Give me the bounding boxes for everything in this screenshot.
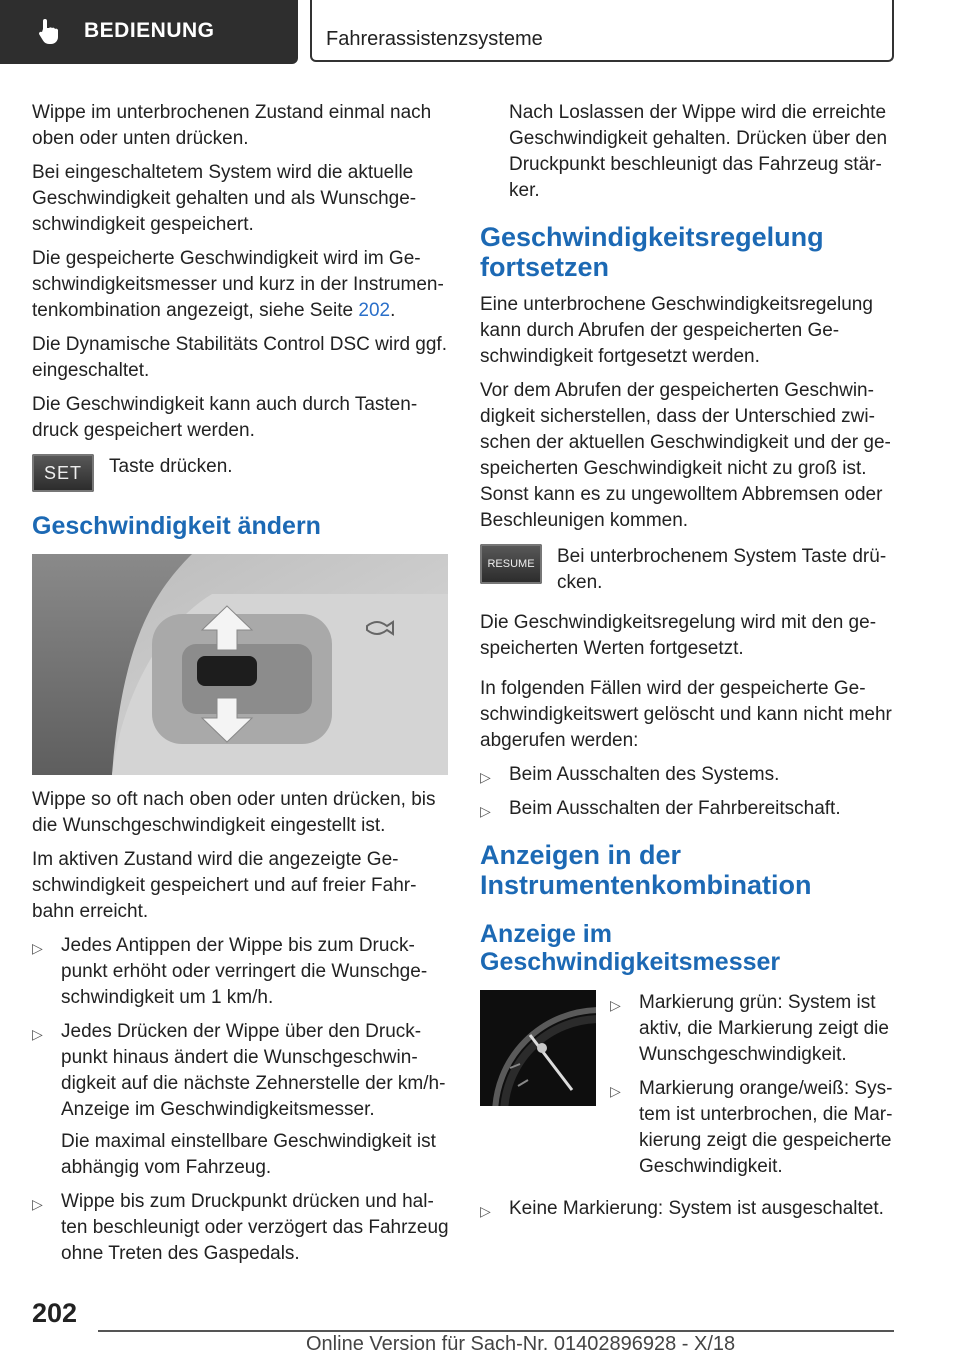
triangle-bullet-icon: ▷ xyxy=(480,1203,491,1219)
chapter-box xyxy=(310,0,894,62)
heading-gauge: Anzeige im Geschwindigkeitsmesser xyxy=(480,920,781,976)
triangle-bullet-icon: ▷ xyxy=(480,769,491,785)
list-item: ▷ Keine Markierung: System ist ausgeschaltet. xyxy=(480,1196,900,1222)
paragraph: Im aktiven Zustand wird die angezeigte Geschwindigkeit gespeichert und auf freier Fahrbahn erreicht. xyxy=(32,849,417,922)
heading-change-speed: Geschwindigkeit ändern xyxy=(32,512,321,540)
list-item: ▷ Beim Ausschalten des Systems. xyxy=(480,762,900,788)
bullet-list xyxy=(480,1196,900,1222)
resume-button-row xyxy=(480,544,900,596)
triangle-bullet-icon: ▷ xyxy=(610,997,621,1013)
paragraph: Die Geschwindigkeit kann auch durch Tastendruck gespeichert werden. xyxy=(32,394,418,441)
paragraph: Die Geschwindigkeitsregelung wird mit den gespeicherten Werten fortgesetzt. xyxy=(480,612,877,659)
heading-resume: Geschwindigkeitsregelung fortsetzen xyxy=(480,222,824,282)
list-item: ▷ Jedes Drücken der Wippe über den Druckpunkt hinaus ändert die Wunschgeschwindigkeit auf die nächste Zehnerstelle der km/h-Anzeige im Geschwindigkeitsmesser. Die maximal einstellbare Geschwindigkeit ist abhängig vom Fahrzeug. xyxy=(32,1019,452,1181)
paragraph: Die Dynamische Stabilitäts Control DSC wird ggf. eingeschaltet. xyxy=(32,334,447,381)
set-button-row xyxy=(32,454,452,492)
list-item-note: Die maximal einstellbare Geschwindigkeit ist abhängig vom Fahrzeug. xyxy=(61,1131,436,1178)
paragraph: In folgenden Fällen wird der gespeicherte Geschwindigkeitswert gelöscht und kann nicht mehr abgerufen werden: xyxy=(480,678,892,751)
section-tab xyxy=(0,0,298,64)
bullet-list xyxy=(480,762,900,822)
paragraph-with-link: Die gespeicherte Geschwindigkeit wird im Geschwindigkeitsmesser und kurz in der Instrumentenkombination angezeigt, siehe Seite 202. xyxy=(32,248,444,321)
paragraph: Vor dem Abrufen der gespeicherten Geschwindigkeit sicherstellen, dass der Unterschied zwischen der aktuellen Geschwindigkeit und der gespeicherten Geschwindigkeit nicht zu groß ist. Sonst kann es zu ungewolltem Abbremsen oder Beschleunigen kommen. xyxy=(480,380,891,531)
list-item: ▷ Markierung orange/weiß: System ist unterbrochen, die Markierung zeigt die gespeicherte Geschwindigkeit. xyxy=(610,1078,893,1177)
page-link[interactable]: 202 xyxy=(358,300,391,321)
speedometer-image xyxy=(480,990,596,1106)
steering-wheel-rocker-image xyxy=(32,554,448,775)
set-button-icon: SET xyxy=(32,454,94,492)
paragraph: Wippe im unterbrochenen Zustand einmal nach oben oder unten drücken. xyxy=(32,102,432,149)
list-item: ▷ Markierung grün: System ist aktiv, die Markierung zeigt die Wunschgeschwindigkeit. xyxy=(610,992,889,1065)
hand-pointer-icon xyxy=(34,16,64,46)
paragraph: Nach Loslassen der Wippe wird die erreichte Geschwindigkeit gehalten. Drücken über den Druckpunkt beschleunigt das Fahrzeug stärker. xyxy=(509,102,888,201)
triangle-bullet-icon: ▷ xyxy=(32,1026,43,1042)
list-item: ▷ Beim Ausschalten der Fahrbereitschaft. xyxy=(480,796,900,822)
triangle-bullet-icon: ▷ xyxy=(610,1083,621,1099)
right-column xyxy=(480,100,900,1230)
heading-display: Anzeigen in der Instrumentenkombination xyxy=(480,840,812,900)
resume-button-text: Bei unterbrochenem System Taste drücken. xyxy=(557,546,887,593)
list-item: ▷ Wippe bis zum Druckpunkt drücken und halten beschleunigt oder verzögert das Fahrzeug ohne Treten des Gaspedals. xyxy=(32,1191,449,1264)
resume-button-icon: RESUME xyxy=(480,544,542,584)
paragraph: Bei eingeschaltetem System wird die aktuelle Geschwindigkeit gehalten und als Wunschgeschwindigkeit gespeichert. xyxy=(32,162,417,235)
triangle-bullet-icon: ▷ xyxy=(480,803,491,819)
bullet-list xyxy=(32,933,452,1267)
gauge-section xyxy=(480,990,900,1196)
page-number: 202 xyxy=(32,1298,78,1328)
paragraph: Eine unterbrochene Geschwindigkeitsregelung kann durch Abrufen der gespeicherten Geschwindigkeit fortgesetzt werden. xyxy=(480,294,873,367)
footer-divider xyxy=(98,1330,894,1332)
triangle-bullet-icon: ▷ xyxy=(32,1196,43,1212)
set-button-text: Taste drücken. xyxy=(109,456,233,477)
section-title: BEDIENUNG xyxy=(84,19,215,42)
list-item: ▷ Jedes Antippen der Wippe bis zum Druckpunkt erhöht oder verringert die Wunschgeschwindigkeit um 1 km/h. xyxy=(32,935,428,1008)
paragraph: Wippe so oft nach oben oder unten drücken, bis die Wunschgeschwindigkeit eingestellt ist. xyxy=(32,789,436,836)
gauge-bullet-list xyxy=(610,990,900,1188)
chapter-title: Fahrerassistenzsysteme xyxy=(326,28,543,50)
left-column xyxy=(32,100,452,1275)
footer-text: Online Version für Sach-Nr. 01402896928 - X/18 xyxy=(306,1333,736,1355)
triangle-bullet-icon: ▷ xyxy=(32,940,43,956)
